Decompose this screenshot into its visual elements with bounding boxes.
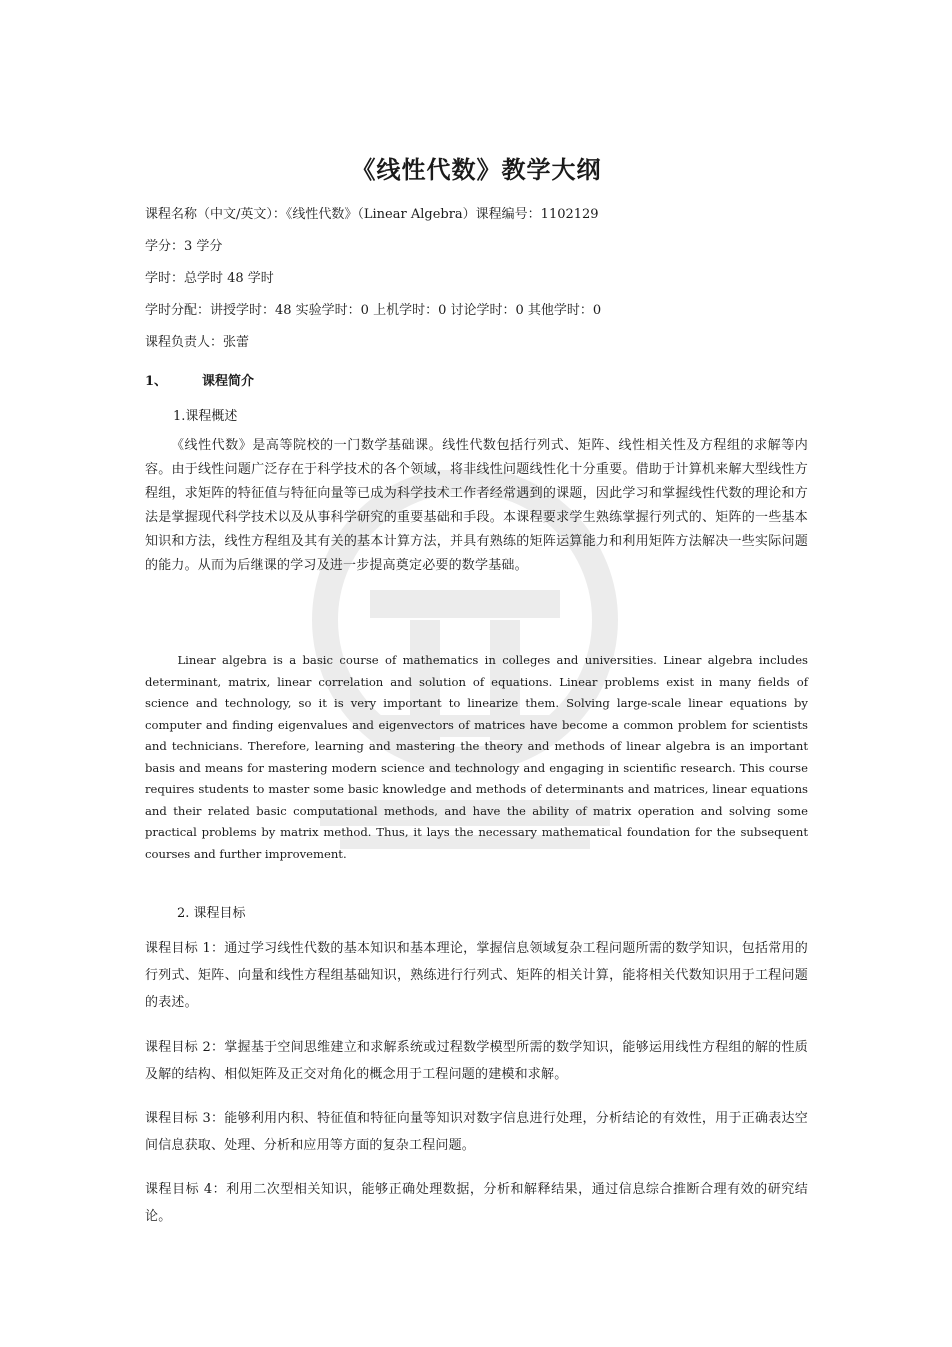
section-number: 1、 [145,374,168,389]
overview-heading: 1.课程概述 [173,409,238,424]
overview-chinese-paragraph: 《线性代数》是高等院校的一门数学基础课。线性代数包括行列式、矩阵、线性相关性及方程组的求解等内容。由于线性问题广泛存在于科学技术的各个领域，将非线性问题线性化十分重要。借助于计算机来解大型线性方程组，求矩阵的特征值与特征向量等已成为科学技术工作者经常遇到的课题，因此学习和掌握线性代数的理论和方法是掌握现代科学技术以及从事科学研究的重要基础和手段。本课程要求学生熟练掌握行列式的、矩阵的一些基本知识和方法，线性方程组及其有关的基本计算方法，并具有熟练的矩阵运算能力和利用矩阵方法解决一些实际问题的能力。从而为后继课的学习及进一步提高奠定必要的数学基础。 [145,438,808,573]
credits-line: 学分：3 学分 [145,239,223,254]
objective-3: 课程目标 3：能够利用内积、特征值和特征向量等知识对数字信息进行处理，分析结论的有效性，用于正确表达空间信息获取、处理、分析和应用等方面的复杂工程问题。 [145,1111,808,1153]
hours-line: 学时：总学时 48 学时 [145,271,274,286]
overview-english-paragraph: Linear algebra is a basic course of mathematics in colleges and universities. Linear algebra includes determinant, matrix, linear correlation and solution of equations. Linear problems exist in many fields of science and technology, so it is very important to linearize them. Solving large-scale linear equations by computer and finding eigenvalues and eigenvectors of matrices have become a common problem for scientists and technicians. Therefore, learning and mastering the theory and methods of linear algebra is an important basis and means for mastering modern science and technology and engaging in scientific research. This course requires students to master some basic knowledge and methods of determinants and matrices, linear equations and their related basic computational methods, and have the ability of matrix operation and solving some practical problems by matrix method. Thus, it lays the necessary mathematical foundation for the subsequent courses and further improvement. [145,653,808,861]
objectives-heading: 2. 课程目标 [177,906,246,921]
objective-4: 课程目标 4：利用二次型相关知识，能够正确处理数据，分析和解释结果，通过信息综合推断合理有效的研究结论。 [145,1182,808,1224]
objective-1: 课程目标 1：通过学习线性代数的基本知识和基本理论，掌握信息领域复杂工程问题所需的数学知识，包括常用的行列式、矩阵、向量和线性方程组基础知识，熟练进行行列式、矩阵的相关计算，能将相关代数知识用于工程问题的表述。 [145,941,808,1010]
objective-2: 课程目标 2：掌握基于空间思维建立和求解系统或过程数学模型所需的数学知识，能够运用线性方程组的解的性质及解的结构、相似矩阵及正交对角化的概念用于工程问题的建模和求解。 [145,1040,808,1082]
section-heading-intro [145,370,254,389]
instructor-line: 课程负责人：张蕾 [145,335,250,350]
course-name-line: 课程名称（中文/英文）：《线性代数》（Linear Algebra）课程编号：1102129 [145,207,599,222]
hours-distribution-line: 学时分配：讲授学时：48 实验学时：0 上机学时：0 讨论学时：0 其他学时：0 [145,303,602,318]
document-title: 《线性代数》教学大纲 [351,155,602,184]
section-title: 课程简介 [202,374,255,389]
